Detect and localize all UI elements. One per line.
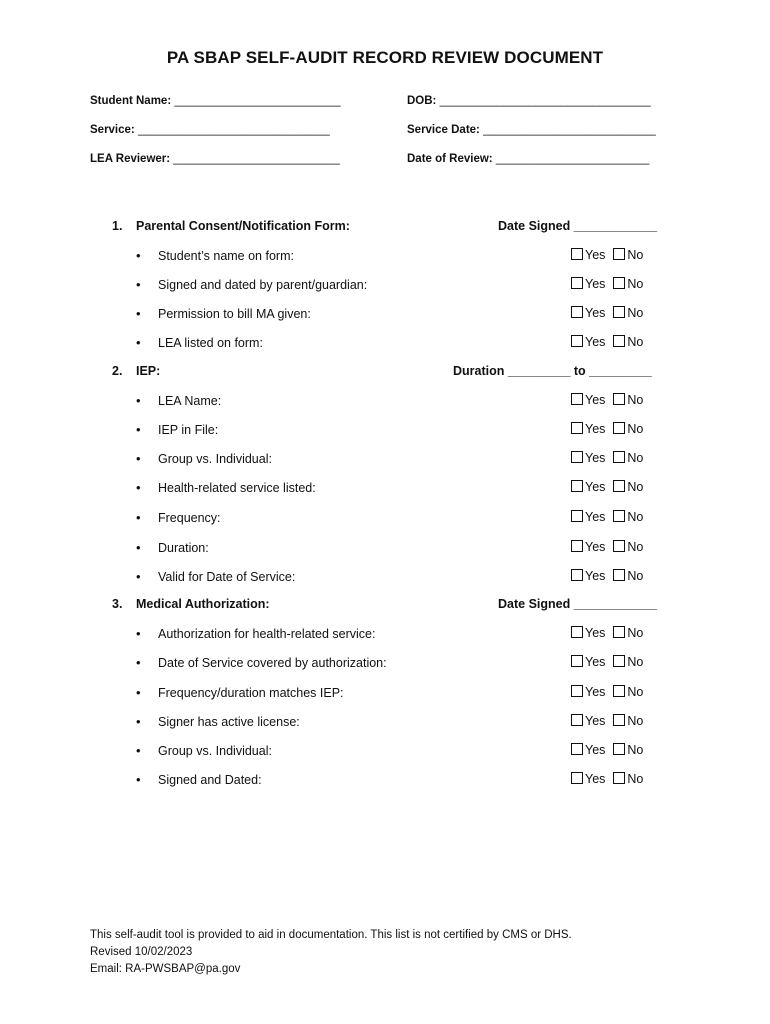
- bullet-icon: •: [136, 569, 141, 584]
- yes-option[interactable]: [571, 248, 605, 262]
- no-option[interactable]: [613, 626, 643, 640]
- yes-label: Yes: [585, 655, 606, 669]
- yes-no-group: [571, 393, 643, 407]
- dob-blank[interactable]: _________________________________: [439, 95, 651, 107]
- yes-option[interactable]: [571, 772, 605, 786]
- no-label: No: [627, 393, 644, 407]
- bullet-icon: •: [136, 480, 141, 495]
- no-checkbox[interactable]: [613, 655, 625, 667]
- checklist-item-label: Signed and Dated:: [158, 773, 262, 787]
- no-label: No: [627, 335, 644, 349]
- checklist-item-label: Permission to bill MA given:: [158, 307, 311, 321]
- bullet-icon: •: [136, 248, 141, 263]
- yes-no-group: [571, 569, 643, 583]
- yes-checkbox[interactable]: [571, 569, 583, 581]
- yes-option[interactable]: [571, 626, 605, 640]
- checklist-item: [136, 655, 387, 670]
- checklist-item-label: Group vs. Individual:: [158, 452, 272, 466]
- bullet-icon: •: [136, 393, 141, 408]
- lea-reviewer-label: LEA Reviewer:: [90, 153, 174, 165]
- section-title: Medical Authorization:: [136, 597, 270, 611]
- bullet-icon: •: [136, 277, 141, 292]
- no-label: No: [627, 422, 644, 436]
- checklist-item: [136, 685, 344, 700]
- yes-checkbox[interactable]: [571, 540, 583, 552]
- service-field[interactable]: [90, 124, 330, 136]
- footer-disclaimer: This self-audit tool is provided to aid in documentation. This list is not certified by CMS or DHS.: [90, 929, 572, 941]
- checklist-item-label: Group vs. Individual:: [158, 744, 272, 758]
- yes-checkbox[interactable]: [571, 248, 583, 260]
- no-label: No: [627, 248, 644, 262]
- no-checkbox[interactable]: [613, 451, 625, 463]
- no-option[interactable]: [613, 480, 643, 494]
- service-label: Service:: [90, 124, 138, 136]
- yes-option[interactable]: [571, 743, 605, 757]
- yes-checkbox[interactable]: [571, 655, 583, 667]
- service-date-label: Service Date:: [407, 124, 484, 136]
- yes-no-group: [571, 306, 643, 320]
- no-option[interactable]: [613, 277, 643, 291]
- checklist-item: [136, 451, 272, 466]
- checklist-item-label: LEA Name:: [158, 394, 222, 408]
- no-label: No: [627, 772, 644, 786]
- yes-no-group: [571, 451, 643, 465]
- bullet-icon: •: [136, 510, 141, 525]
- no-option[interactable]: [613, 772, 643, 786]
- yes-option[interactable]: [571, 655, 605, 669]
- yes-label: Yes: [585, 540, 606, 554]
- bullet-icon: •: [136, 743, 141, 758]
- student-name-field[interactable]: [90, 95, 341, 107]
- bullet-icon: •: [136, 451, 141, 466]
- dob-label: DOB:: [407, 95, 440, 107]
- no-label: No: [627, 743, 644, 757]
- no-checkbox[interactable]: [613, 422, 625, 434]
- bullet-icon: •: [136, 714, 141, 729]
- yes-label: Yes: [585, 772, 606, 786]
- no-label: No: [627, 685, 644, 699]
- yes-label: Yes: [585, 451, 606, 465]
- no-checkbox[interactable]: [613, 743, 625, 755]
- bullet-icon: •: [136, 335, 141, 350]
- yes-no-group: [571, 510, 643, 524]
- yes-label: Yes: [585, 480, 606, 494]
- section-title: IEP:: [136, 364, 161, 378]
- yes-checkbox[interactable]: [571, 743, 583, 755]
- checklist-item: [136, 422, 218, 437]
- yes-no-group: [571, 714, 643, 728]
- yes-checkbox[interactable]: [571, 451, 583, 463]
- no-option[interactable]: [613, 743, 643, 757]
- no-label: No: [627, 626, 644, 640]
- lea-reviewer-field[interactable]: [90, 153, 340, 165]
- yes-label: Yes: [585, 335, 606, 349]
- no-label: No: [627, 277, 644, 291]
- checklist-item-label: Health-related service listed:: [158, 481, 316, 495]
- checklist-item-label: IEP in File:: [158, 423, 219, 437]
- yes-no-group: [571, 277, 643, 291]
- yes-option[interactable]: [571, 451, 605, 465]
- no-option[interactable]: [613, 335, 643, 349]
- yes-label: Yes: [585, 306, 606, 320]
- yes-checkbox[interactable]: [571, 480, 583, 492]
- checklist-item: [136, 248, 294, 263]
- checklist-item: [136, 743, 272, 758]
- yes-no-group: [571, 422, 643, 436]
- bullet-icon: •: [136, 626, 141, 641]
- no-checkbox[interactable]: [613, 626, 625, 638]
- no-option[interactable]: [613, 248, 643, 262]
- no-label: No: [627, 480, 644, 494]
- yes-option[interactable]: [571, 335, 605, 349]
- yes-no-group: [571, 248, 643, 262]
- checklist-item: [136, 480, 316, 495]
- yes-option[interactable]: [571, 540, 605, 554]
- no-checkbox[interactable]: [613, 772, 625, 784]
- bullet-icon: •: [136, 772, 141, 787]
- yes-label: Yes: [585, 743, 606, 757]
- checklist-item: [136, 510, 221, 525]
- yes-label: Yes: [585, 422, 606, 436]
- section-number: 2.: [112, 364, 123, 378]
- no-checkbox[interactable]: [613, 714, 625, 726]
- checklist-item-label: Frequency/duration matches IEP:: [158, 686, 344, 700]
- bullet-icon: •: [136, 540, 141, 555]
- no-checkbox[interactable]: [613, 277, 625, 289]
- no-option[interactable]: [613, 451, 643, 465]
- no-checkbox[interactable]: [613, 510, 625, 522]
- section-3-heading: [112, 597, 270, 611]
- no-checkbox[interactable]: [613, 306, 625, 318]
- section-number: 1.: [112, 219, 123, 233]
- checklist-item-label: Student’s name on form:: [158, 249, 294, 263]
- yes-checkbox[interactable]: [571, 277, 583, 289]
- yes-label: Yes: [585, 510, 606, 524]
- student-name-blank[interactable]: __________________________: [174, 95, 341, 107]
- yes-no-group: [571, 743, 643, 757]
- yes-checkbox[interactable]: [571, 393, 583, 405]
- yes-option[interactable]: [571, 422, 605, 436]
- yes-option[interactable]: [571, 306, 605, 320]
- checklist-item: [136, 277, 367, 292]
- lea-reviewer-blank[interactable]: __________________________: [173, 153, 340, 165]
- section-2-heading: [112, 364, 160, 378]
- yes-label: Yes: [585, 277, 606, 291]
- no-label: No: [627, 714, 644, 728]
- no-label: No: [627, 569, 644, 583]
- section-1-heading: [112, 219, 350, 233]
- section-number: 3.: [112, 597, 123, 611]
- service-blank[interactable]: ______________________________: [137, 124, 330, 136]
- footer: [90, 927, 572, 978]
- checklist-item-label: Signer has active license:: [158, 715, 300, 729]
- no-checkbox[interactable]: [613, 569, 625, 581]
- yes-option[interactable]: [571, 393, 605, 407]
- checklist-item: [136, 626, 375, 641]
- section-title: Parental Consent/Notification Form:: [136, 219, 350, 233]
- yes-checkbox[interactable]: [571, 306, 583, 318]
- yes-label: Yes: [585, 569, 606, 583]
- no-option[interactable]: [613, 714, 643, 728]
- no-option[interactable]: [613, 422, 643, 436]
- no-checkbox[interactable]: [613, 540, 625, 552]
- yes-checkbox[interactable]: [571, 714, 583, 726]
- checklist-item-label: Valid for Date of Service:: [158, 570, 296, 584]
- yes-label: Yes: [585, 393, 606, 407]
- footer-revised-date: Revised 10/02/2023: [90, 946, 193, 958]
- dob-field[interactable]: [407, 95, 651, 107]
- date-of-review-blank[interactable]: ________________________: [495, 153, 650, 165]
- yes-option[interactable]: [571, 685, 605, 699]
- yes-no-group: [571, 772, 643, 786]
- bullet-icon: •: [136, 685, 141, 700]
- yes-option[interactable]: [571, 510, 605, 524]
- yes-no-group: [571, 655, 643, 669]
- document-title: PA SBAP SELF-AUDIT RECORD REVIEW DOCUMENT: [166, 48, 604, 67]
- no-checkbox[interactable]: [613, 393, 625, 405]
- yes-label: Yes: [585, 714, 606, 728]
- no-label: No: [627, 655, 644, 669]
- yes-option[interactable]: [571, 569, 605, 583]
- checklist-item-label: Frequency:: [158, 511, 221, 525]
- no-option[interactable]: [613, 393, 643, 407]
- checklist-item-label: Signed and dated by parent/guardian:: [158, 278, 368, 292]
- service-date-field[interactable]: [407, 124, 656, 136]
- checklist-item: [136, 306, 311, 321]
- section-1-date-signed[interactable]: Date Signed ____________: [498, 219, 658, 233]
- no-label: No: [627, 306, 644, 320]
- yes-checkbox[interactable]: [571, 685, 583, 697]
- section-2-duration[interactable]: Duration _________ to _________: [453, 364, 652, 378]
- yes-no-group: [571, 480, 643, 494]
- no-option[interactable]: [613, 510, 643, 524]
- service-date-blank[interactable]: ___________________________: [483, 124, 656, 136]
- checklist-item: [136, 335, 263, 350]
- no-checkbox[interactable]: [613, 248, 625, 260]
- yes-label: Yes: [585, 248, 606, 262]
- no-option[interactable]: [613, 655, 643, 669]
- no-option[interactable]: [613, 569, 643, 583]
- checklist-item: [136, 714, 300, 729]
- checklist-item: [136, 772, 262, 787]
- date-of-review-label: Date of Review:: [407, 153, 496, 165]
- yes-no-group: [571, 540, 643, 554]
- no-checkbox[interactable]: [613, 685, 625, 697]
- no-option[interactable]: [613, 306, 643, 320]
- no-option[interactable]: [613, 540, 643, 554]
- no-label: No: [627, 540, 644, 554]
- yes-checkbox[interactable]: [571, 335, 583, 347]
- yes-option[interactable]: [571, 714, 605, 728]
- yes-no-group: [571, 335, 643, 349]
- footer-email[interactable]: Email: RA-PWSBAP@pa.gov: [90, 963, 241, 975]
- checklist-item-label: Date of Service covered by authorization:: [158, 656, 387, 670]
- no-label: No: [627, 451, 644, 465]
- yes-checkbox[interactable]: [571, 772, 583, 784]
- bullet-icon: •: [136, 422, 141, 437]
- yes-checkbox[interactable]: [571, 626, 583, 638]
- no-checkbox[interactable]: [613, 335, 625, 347]
- student-name-label: Student Name:: [90, 95, 175, 107]
- yes-no-group: [571, 685, 643, 699]
- yes-option[interactable]: [571, 277, 605, 291]
- section-3-date-signed[interactable]: Date Signed ____________: [498, 597, 658, 611]
- yes-label: Yes: [585, 685, 606, 699]
- bullet-icon: •: [136, 306, 141, 321]
- no-checkbox[interactable]: [613, 480, 625, 492]
- no-label: No: [627, 510, 644, 524]
- yes-checkbox[interactable]: [571, 422, 583, 434]
- checklist-item-label: Duration:: [158, 541, 209, 555]
- yes-label: Yes: [585, 626, 606, 640]
- date-of-review-field[interactable]: [407, 153, 649, 165]
- bullet-icon: •: [136, 655, 141, 670]
- checklist-item-label: LEA listed on form:: [158, 336, 263, 350]
- checklist-item: [136, 393, 221, 408]
- checklist-item-label: Authorization for health-related service:: [158, 627, 376, 641]
- checklist-item: [136, 540, 209, 555]
- no-option[interactable]: [613, 685, 643, 699]
- yes-option[interactable]: [571, 480, 605, 494]
- yes-no-group: [571, 626, 643, 640]
- yes-checkbox[interactable]: [571, 510, 583, 522]
- checklist-item: [136, 569, 295, 584]
